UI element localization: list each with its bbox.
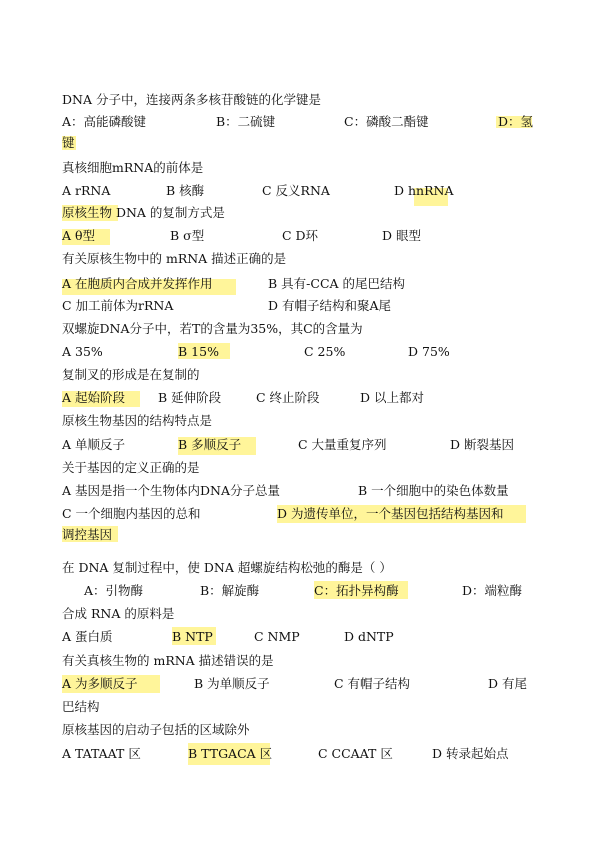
option-c: C 反义RNA [262, 183, 330, 198]
option-a: A 起始阶段 [62, 390, 126, 405]
option-c: C 加工前体为rRNA [62, 298, 174, 313]
option-d: D 有尾 [488, 676, 527, 691]
question-stem: 原核生物基因的结构特点是 [62, 413, 213, 428]
option-a: A TATAAT 区 [62, 746, 141, 761]
option-b: B NTP [172, 629, 213, 644]
question-stem: 原核基因的启动子包括的区域除外 [62, 722, 250, 737]
option-d: D 眼型 [382, 228, 421, 243]
option-b: B：解旋酶 [200, 583, 260, 598]
option-d: D 转录起始点 [432, 746, 509, 761]
option-a: A：高能磷酸键 [62, 114, 147, 129]
option-c: C 一个细胞内基因的总和 [62, 506, 201, 521]
question-stem: 有关原核生物中的 mRNA 描述正确的是 [62, 251, 287, 266]
option-c: C 有帽子结构 [334, 676, 411, 691]
option-b: B TTGACA 区 [188, 746, 273, 761]
option-b: B 一个细胞中的染色体数量 [358, 483, 509, 498]
option-b: B σ型 [170, 228, 205, 243]
question-stem: 合成 RNA 的原料是 [62, 606, 175, 621]
option-a: A rRNA [62, 183, 111, 198]
option-c: C：拓扑异构酶 [314, 583, 399, 598]
option-b: B：二硫键 [216, 114, 276, 129]
option-a: A 35% [62, 344, 103, 359]
option-b: B 核酶 [166, 183, 205, 198]
question-stem: 复制叉的形成是在复制的 [62, 367, 200, 382]
option-b: B 为单顺反子 [194, 676, 270, 691]
option-a: A：引物酶 [84, 583, 144, 598]
question-stem: 双螺旋DNA分子中，若T的含量为35%，其C的含量为 [62, 321, 363, 336]
option-c: C 25% [304, 344, 346, 359]
option-c: C 终止阶段 [256, 390, 320, 405]
option-b: B 延伸阶段 [158, 390, 222, 405]
option-d: D hnRNA [394, 183, 454, 198]
option-a: A θ型 [62, 228, 96, 243]
option-a: A 蛋白质 [62, 629, 113, 644]
option-a: A 为多顺反子 [62, 676, 138, 691]
option-b: B 多顺反子 [178, 437, 242, 452]
option-c: C NMP [254, 629, 300, 644]
option-c: C：磷酸二酯键 [344, 114, 429, 129]
option-continuation: 键 [62, 135, 75, 150]
option-continuation: 巴结构 [62, 699, 100, 714]
option-d: D：端粒酶 [462, 583, 523, 598]
question-stem: DNA 分子中，连接两条多核苷酸链的化学键是 [62, 92, 321, 107]
option-d: D：氢 [498, 114, 534, 129]
option-a: A 单顺反子 [62, 437, 126, 452]
option-b: B 具有-CCA 的尾巴结构 [268, 276, 406, 291]
option-c: C CCAAT 区 [318, 746, 393, 761]
option-continuation: 调控基因 [62, 527, 113, 542]
question-stem: 有关真核生物的 mRNA 描述错误的是 [62, 653, 274, 668]
option-a: A 基因是指一个生物体内DNA分子总量 [62, 483, 280, 498]
question-stem: 原核生物 DNA 的复制方式是 [62, 205, 225, 220]
option-d: D 为遗传单位，一个基因包括结构基因和 [277, 506, 504, 521]
option-d: D dNTP [344, 629, 394, 644]
option-a: A 在胞质内合成并发挥作用 [62, 276, 213, 291]
option-b: B 15% [178, 344, 219, 359]
option-c: C D环 [282, 228, 319, 243]
question-stem: 真核细胞mRNA的前体是 [62, 160, 204, 175]
option-d: D 以上都对 [360, 390, 424, 405]
option-c: C 大量重复序列 [298, 437, 387, 452]
option-d: D 断裂基因 [450, 437, 514, 452]
option-d: D 有帽子结构和聚A尾 [268, 298, 392, 313]
option-d: D 75% [408, 344, 450, 359]
question-stem: 在 DNA 复制过程中，使 DNA 超螺旋结构松弛的酶是（ ） [62, 560, 392, 575]
question-stem: 关于基因的定义正确的是 [62, 460, 200, 475]
